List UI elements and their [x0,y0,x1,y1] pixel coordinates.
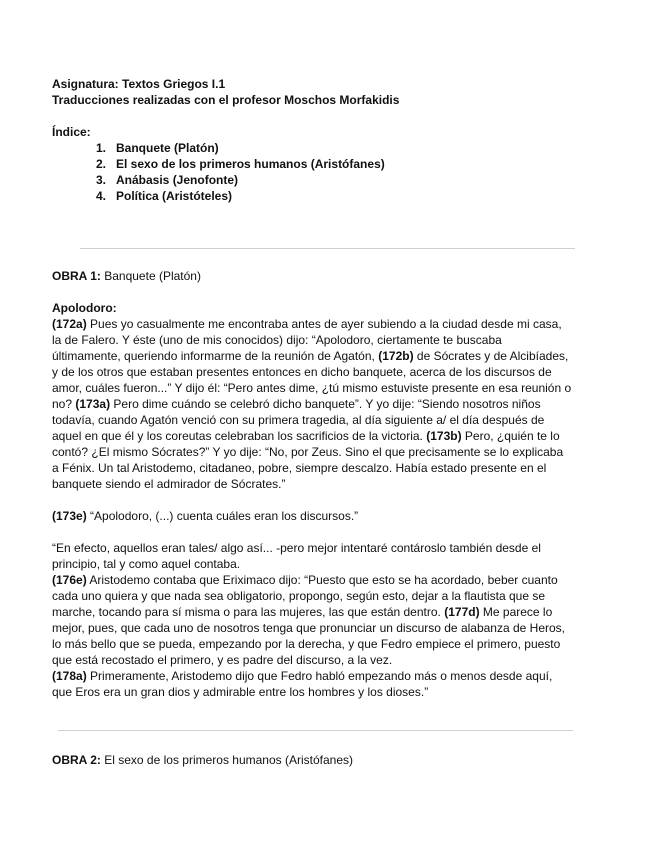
speaker-name: Apolodoro: [52,301,117,315]
obra2-title: El sexo de los primeros humanos (Aristófanes) [104,753,354,767]
index-item: 1. Banquete (Platón) [96,141,219,155]
obra2-heading [52,752,572,768]
document-header [52,76,572,108]
obra1-title: Banquete (Platón) [104,269,201,283]
paragraph-2: (173e) “Apolodoro, (...) cuenta cuáles eran los discursos.” [52,509,359,523]
paragraph-1: (172a) Pues yo casualmente me encontraba antes de ayer subiendo a la ciudad desde mi casa, la de Falero. Y éste (uno de mis conocidos) dijo: “Apolodoro, ciertamente te buscaba últimamente, queriendo informarme de la reunión de Agatón, (172b) de Sócrates y de Alcibíades, y de los otros que estaban presentes entonces en dicho banquete, acerca de los discursos de amor, cuáles fueron...” Y dijo él: “Pero antes dime, ¿tú mismo estuviste presente en esa reunión o no? (173a) Pero dime cuándo se celebró dicho banquete”. Y yo dije: “Siendo nosotros niños todavía, cuando Agatón venció con su primera tragedia, al día siguiente a/ el día después de aquel en que él y los coreutas celebraban los sacrificios de la victoria. (173b) Pero, ¿quién te lo contó? ¿El mismo Sócrates?” Y yo dije: “No, por Zeus. Sino el que precisamente se lo explicaba a Fénix. Un tal Aristodemo, citadaneo, pobre, siempre descalzo. Había estado presente en el banquete siendo el admirador de Sócrates.” [52,317,572,491]
obra1-body [52,300,572,700]
index-title: Índice: [52,125,91,139]
index-item-label: Política (Aristóteles) [116,189,233,203]
ref-173e: (173e) [52,509,87,523]
obra1-label: OBRA 1: [52,269,101,283]
paragraph-5: (178a) Primeramente, Aristodemo dijo que Fedro habló empezando más o menos desde aquí, que Eros era un gran dios y admirable entre los hombres y los dioses.” [52,669,553,699]
index-item-label: Anábasis (Jenofonte) [116,173,239,187]
translations-line: Traducciones realizadas con el profesor Moschos Morfakidis [52,93,400,107]
index-list [52,140,572,204]
index-item: 4. Política (Aristóteles) [96,189,233,203]
ref-172b: (172b) [378,349,414,363]
ref-177d: (177d) [444,605,480,619]
subject-line: Asignatura: Textos Griegos I.1 [52,77,226,91]
index-item: 3. Anábasis (Jenofonte) [96,173,239,187]
ref-173a: (173a) [75,397,111,411]
section-divider [80,248,575,249]
obra2-label: OBRA 2: [52,753,101,767]
index-item-label: Banquete (Platón) [116,141,219,155]
ref-178a: (178a) [52,669,87,683]
index-item-label: El sexo de los primeros humanos (Aristófanes) [116,157,385,171]
ref-172a: (172a) [52,317,87,331]
ref-173b: (173b) [426,429,462,443]
index-item: 2. El sexo de los primeros humanos (Aristófanes) [96,157,385,171]
section-divider [58,730,573,731]
paragraph-4: (176e) Aristodemo contaba que Eriximaco dijo: “Puesto que esto se ha acordado, beber cuanto cada uno quiera y que nada sea obligatorio, propongo, según esto, dejar a la flautista que se marche, tocando para sí misma o para las mujeres, las que están dentro. (177d) Me parece lo mejor, pues, que cada uno de nosotros tenga que pronunciar un discurso de alabanza de Heros, lo más bello que se pueda, empezando por la derecha, y que Fedro empiece el primero, puesto que está recostado el primero, y es padre del discurso, a la vez. [52,573,566,667]
index-section [52,124,572,204]
paragraph-3: “En efecto, aquellos eran tales/ algo así... -pero mejor intentaré contároslo también desde el principio, tal y como aquel contaba. [52,541,541,571]
obra1-heading [52,268,572,284]
ref-176e: (176e) [52,573,87,587]
